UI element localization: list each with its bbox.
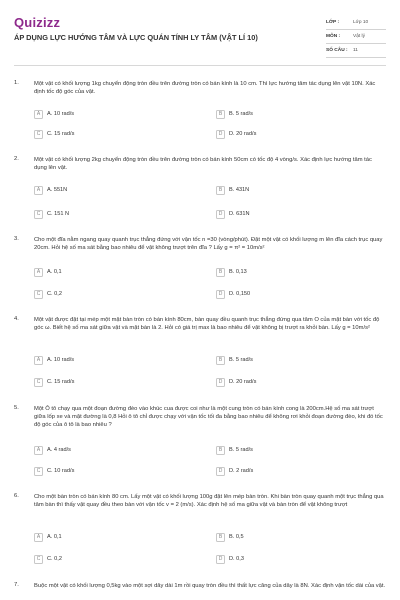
- question-text: Buộc một vật có khối lượng 0,5kg vào một sợi dây dài 1m rồi quay tròn đều thì thất lực căng của dây là 8N. Xác định vận tốc dài của vật.: [34, 583, 386, 589]
- option-d[interactable]: [216, 553, 366, 565]
- quizizz-logo: Quizizz: [14, 15, 61, 30]
- option-b[interactable]: [216, 354, 366, 366]
- meta-value: 11: [353, 48, 358, 53]
- option-letter: B: [216, 446, 225, 455]
- option-a[interactable]: [34, 184, 184, 196]
- question-number: 4.: [14, 316, 19, 322]
- option-text: D. 2 rad/s: [229, 468, 254, 474]
- option-letter: A: [34, 110, 43, 119]
- question-text: Cho một đĩa nằm ngang quay quanh trục thẳng đứng với vận tốc n =30 (vòng/phút). Đặt một vật có khối lượng m lên đĩa cách trục quay 20cm. Hỏi hệ số ma sát bằng bao nhiêu để vật không trượt trên đĩa ? Lấy g = π² = 10m/s²: [34, 237, 383, 251]
- question-number: 1.: [14, 80, 19, 86]
- option-letter: C: [34, 130, 43, 139]
- option-d[interactable]: [216, 288, 366, 300]
- question-text: Một vật có khối lượng 2kg chuyển động tròn đều trên đường tròn có bán kính 50cm có tốc độ 4 vòng/s. Xác định lực hướng tâm tác dụng lên vật.: [34, 157, 372, 171]
- header-divider: [14, 65, 386, 66]
- option-letter: D: [216, 210, 225, 219]
- meta-row-subject: [326, 30, 386, 44]
- option-text: B. 431N: [229, 187, 250, 193]
- option-a[interactable]: [34, 444, 184, 456]
- option-text: C. 151 N: [47, 211, 70, 217]
- option-text: D. 20 rad/s: [229, 379, 257, 385]
- option-a[interactable]: [34, 354, 184, 366]
- option-letter: D: [216, 555, 225, 564]
- option-text: B. 0,13: [229, 269, 247, 275]
- option-text: A. 551N: [47, 187, 68, 193]
- question-text: Cho một bàn tròn có bán kính 80 cm. Lấy một vật có khối lượng 100g đặt lên mép bàn tròn. Khi bàn tròn quay quanh một trục thẳng qua tâm bàn thì thấy vật quay đều theo bàn với vận tốc v = 2 (m/s). Xác định hệ số ma giữa vật và bàn tròn để vật không trượt: [34, 494, 384, 508]
- option-letter: A: [34, 356, 43, 365]
- option-b[interactable]: [216, 266, 366, 278]
- question-number: 6.: [14, 493, 19, 499]
- option-a[interactable]: [34, 266, 184, 278]
- worksheet-meta: [326, 16, 386, 58]
- option-a[interactable]: [34, 108, 184, 120]
- option-text: D. 0,150: [229, 291, 251, 297]
- option-text: D. 20 rad/s: [229, 131, 257, 137]
- option-letter: B: [216, 356, 225, 365]
- option-text: A. 10 rad/s: [47, 111, 75, 117]
- option-d[interactable]: [216, 376, 366, 388]
- question-text: Một vật có khối lượng 1kg chuyển động tròn đều trên đường tròn có bán kính là 10 cm. Thì lực hướng tâm tác dụng lên vật 10N. Xác định tốc độ góc của vật.: [34, 81, 376, 95]
- option-d[interactable]: [216, 465, 366, 477]
- option-text: B. 0,5: [229, 534, 244, 540]
- option-text: B. 5 rad/s: [229, 111, 253, 117]
- option-text: A. 0,1: [47, 534, 62, 540]
- question-text: Một vật được đặt tại mép một mặt bàn tròn có bán kính 80cm, bàn quay đều quanh trục thẳng đứng qua tâm O của mặt bàn với tốc độ góc ω. Biết hệ số ma sát giữa vật và mặt bàn là 2. Hỏi có giá trị max là bao nhiêu để vật không bị trượt ra khỏi bàn. Lấy g = 10m/s²: [34, 317, 380, 331]
- worksheet-title: ÁP DỤNG LỰC HƯỚNG TÂM VÀ LỰC QUÁN TÍNH LY TÂM (VẬT LÍ 10): [14, 33, 258, 42]
- option-d[interactable]: [216, 128, 366, 140]
- meta-row-grade: [326, 16, 386, 30]
- option-c[interactable]: [34, 376, 184, 388]
- option-letter: C: [34, 467, 43, 476]
- option-b[interactable]: [216, 108, 366, 120]
- question-number: 5.: [14, 405, 19, 411]
- option-letter: D: [216, 130, 225, 139]
- option-c[interactable]: [34, 465, 184, 477]
- option-text: B. 5 rad/s: [229, 447, 253, 453]
- option-letter: A: [34, 533, 43, 542]
- option-letter: B: [216, 110, 225, 119]
- option-text: C. 0,2: [47, 556, 62, 562]
- option-text: D. 631N: [229, 211, 250, 217]
- option-text: C. 0,2: [47, 291, 62, 297]
- option-c[interactable]: [34, 553, 184, 565]
- option-text: A. 4 rad/s: [47, 447, 71, 453]
- option-text: A. 10 rad/s: [47, 357, 75, 363]
- question-number: 3.: [14, 236, 19, 242]
- meta-label: SỐ CÂU :: [326, 48, 348, 53]
- option-letter: C: [34, 290, 43, 299]
- option-letter: B: [216, 186, 225, 195]
- question-number: 2.: [14, 156, 19, 162]
- meta-value: Vật lý: [353, 34, 365, 39]
- option-letter: D: [216, 290, 225, 299]
- option-letter: A: [34, 268, 43, 277]
- option-b[interactable]: [216, 531, 366, 543]
- option-letter: C: [34, 555, 43, 564]
- option-b[interactable]: [216, 184, 366, 196]
- option-letter: C: [34, 210, 43, 219]
- option-letter: C: [34, 378, 43, 387]
- option-text: D. 0,3: [229, 556, 244, 562]
- option-c[interactable]: [34, 288, 184, 300]
- meta-label: MÔN :: [326, 34, 341, 39]
- question-number: 7.: [14, 582, 19, 588]
- option-text: C. 10 rad/s: [47, 468, 75, 474]
- option-c[interactable]: [34, 208, 184, 220]
- question-text: Một Ô tô chạy qua một đoạn đường đèo vào khúc cua được coi như là một cung tròn có bán kính cong là 200cm.Hệ số ma sát trượt giữa lốp xe và mặt đường là 0,8 Hỏi ô tô chỉ được chạy với vận tốc tối đa bằng bao nhiêu để không rơi khỏi đoạn đường đèo, khi đó tốc độ góc của ô tô là bao nhiêu ?: [34, 406, 383, 428]
- option-text: B. 5 rad/s: [229, 357, 253, 363]
- option-letter: A: [34, 186, 43, 195]
- option-b[interactable]: [216, 444, 366, 456]
- meta-label: LỚP :: [326, 20, 340, 25]
- option-c[interactable]: [34, 128, 184, 140]
- option-letter: A: [34, 446, 43, 455]
- option-letter: D: [216, 467, 225, 476]
- option-letter: D: [216, 378, 225, 387]
- option-letter: B: [216, 533, 225, 542]
- option-d[interactable]: [216, 208, 366, 220]
- meta-row-question-count: [326, 44, 386, 58]
- option-text: A. 0,1: [47, 269, 62, 275]
- option-a[interactable]: [34, 531, 184, 543]
- option-letter: B: [216, 268, 225, 277]
- option-text: C. 15 rad/s: [47, 131, 75, 137]
- meta-value: Lớp 10: [353, 20, 369, 25]
- option-text: C. 15 rad/s: [47, 379, 75, 385]
